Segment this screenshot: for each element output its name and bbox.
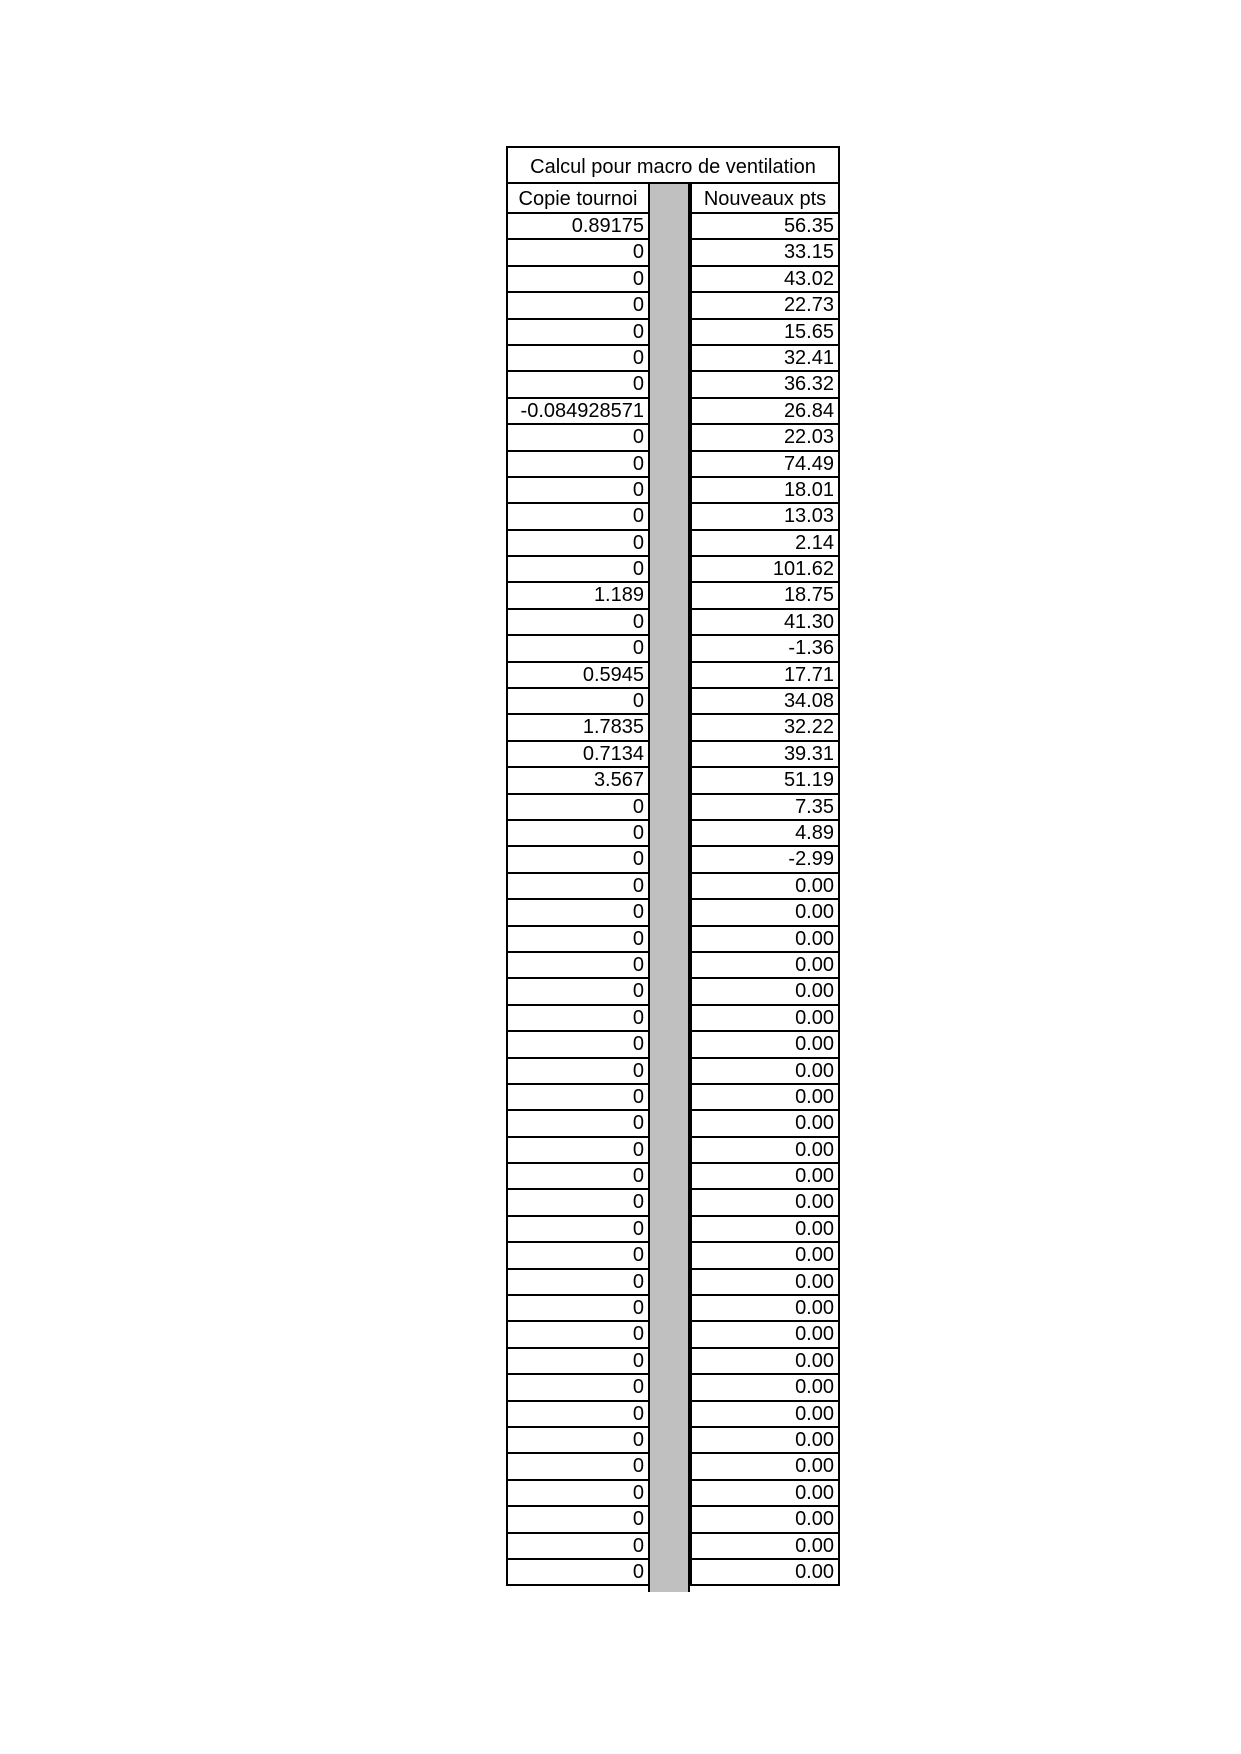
copie-tournoi-cell: 0 [506,1217,650,1243]
copie-tournoi-cell: 0 [506,372,650,398]
nouveaux-pts-cell: 2.14 [690,531,840,557]
nouveaux-pts-cell: 0.00 [690,1322,840,1348]
nouveaux-pts-cell: 7.35 [690,795,840,821]
nouveaux-pts-cell: 0.00 [690,1481,840,1507]
nouveaux-pts-cell: 0.00 [690,1190,840,1216]
copie-tournoi-cell: 3.567 [506,768,650,794]
copie-tournoi-cell: 0 [506,1138,650,1164]
copie-tournoi-cell: 0 [506,1534,650,1560]
copie-tournoi-cell: 0 [506,240,650,266]
nouveaux-pts-cell: 18.75 [690,583,840,609]
nouveaux-pts-cell: 0.00 [690,1138,840,1164]
nouveaux-pts-cell: 43.02 [690,267,840,293]
nouveaux-pts-cell: 0.00 [690,1217,840,1243]
nouveaux-pts-cell: 0.00 [690,927,840,953]
copie-tournoi-cell: 0 [506,267,650,293]
copie-tournoi-cell: 0 [506,874,650,900]
nouveaux-pts-cell: -1.36 [690,636,840,662]
nouveaux-pts-cell: 0.00 [690,1454,840,1480]
copie-tournoi-cell: -0.084928571 [506,399,650,425]
copie-tournoi-cell: 0 [506,504,650,530]
nouveaux-pts-cell: 0.00 [690,900,840,926]
copie-tournoi-cell: 0 [506,346,650,372]
nouveaux-pts-cell: 32.41 [690,346,840,372]
nouveaux-pts-cell: 0.00 [690,1032,840,1058]
copie-tournoi-cell: 0 [506,1402,650,1428]
nouveaux-pts-cell: 17.71 [690,663,840,689]
copie-tournoi-cell: 0 [506,320,650,346]
copie-tournoi-cell: 0 [506,795,650,821]
nouveaux-pts-cell: 41.30 [690,610,840,636]
copie-tournoi-cell: 0 [506,1111,650,1137]
copie-tournoi-cell: 0 [506,1375,650,1401]
nouveaux-pts-cell: 22.03 [690,425,840,451]
copie-tournoi-cell: 0 [506,293,650,319]
nouveaux-pts-cell: 0.00 [690,1111,840,1137]
nouveaux-pts-cell: 0.00 [690,874,840,900]
gray-separator-column [648,184,690,1592]
nouveaux-pts-cell: 0.00 [690,1534,840,1560]
nouveaux-pts-column [690,184,840,1586]
copie-tournoi-header: Copie tournoi [506,184,650,214]
copie-tournoi-cell: 0 [506,1481,650,1507]
copie-tournoi-cell: 0 [506,636,650,662]
nouveaux-pts-cell: 0.00 [690,1164,840,1190]
nouveaux-pts-cell: 0.00 [690,1006,840,1032]
copie-tournoi-cell: 0 [506,1243,650,1269]
copie-tournoi-cell: 0 [506,1322,650,1348]
copie-tournoi-cell: 0.7134 [506,742,650,768]
copie-tournoi-cell: 0 [506,531,650,557]
nouveaux-pts-cell: 0.00 [690,953,840,979]
nouveaux-pts-cell: 18.01 [690,478,840,504]
copie-tournoi-cell: 0 [506,953,650,979]
copie-tournoi-cell: 0 [506,1349,650,1375]
nouveaux-pts-cell: 74.49 [690,452,840,478]
nouveaux-pts-cell: 33.15 [690,240,840,266]
nouveaux-pts-cell: 0.00 [690,1243,840,1269]
nouveaux-pts-cell: -2.99 [690,847,840,873]
copie-tournoi-cell: 0 [506,1296,650,1322]
nouveaux-pts-cell: 0.00 [690,1375,840,1401]
copie-tournoi-cell: 0 [506,1085,650,1111]
nouveaux-pts-header: Nouveaux pts [690,184,840,214]
copie-tournoi-cell: 0 [506,1032,650,1058]
table-title: Calcul pour macro de ventilation [506,146,840,184]
copie-tournoi-cell: 0 [506,1006,650,1032]
copie-tournoi-cell: 0 [506,821,650,847]
copie-tournoi-cell: 0 [506,979,650,1005]
nouveaux-pts-cell: 51.19 [690,768,840,794]
nouveaux-pts-cell: 39.31 [690,742,840,768]
copie-tournoi-cell: 0 [506,1270,650,1296]
copie-tournoi-cell: 0 [506,900,650,926]
copie-tournoi-cell: 0.5945 [506,663,650,689]
copie-tournoi-cell: 0 [506,1428,650,1454]
nouveaux-pts-cell: 0.00 [690,1085,840,1111]
copie-tournoi-cell: 0.89175 [506,214,650,240]
nouveaux-pts-cell: 0.00 [690,1270,840,1296]
copie-tournoi-cell: 0 [506,557,650,583]
nouveaux-pts-cell: 0.00 [690,1296,840,1322]
nouveaux-pts-cell: 36.32 [690,372,840,398]
copie-tournoi-cell: 0 [506,1507,650,1533]
copie-tournoi-cell: 0 [506,452,650,478]
nouveaux-pts-cell: 34.08 [690,689,840,715]
nouveaux-pts-cell: 0.00 [690,1059,840,1085]
copie-tournoi-cell: 0 [506,425,650,451]
nouveaux-pts-cell: 0.00 [690,1428,840,1454]
copie-tournoi-cell: 0 [506,1059,650,1085]
nouveaux-pts-cell: 13.03 [690,504,840,530]
copie-tournoi-cell: 1.7835 [506,715,650,741]
nouveaux-pts-cell: 0.00 [690,1402,840,1428]
copie-tournoi-cell: 1.189 [506,583,650,609]
nouveaux-pts-cell: 32.22 [690,715,840,741]
copie-tournoi-cell: 0 [506,1454,650,1480]
copie-tournoi-cell: 0 [506,689,650,715]
nouveaux-pts-cell: 101.62 [690,557,840,583]
nouveaux-pts-cell: 22.73 [690,293,840,319]
nouveaux-pts-cell: 15.65 [690,320,840,346]
copie-tournoi-cell: 0 [506,847,650,873]
copie-tournoi-cell: 0 [506,478,650,504]
copie-tournoi-cell: 0 [506,610,650,636]
copie-tournoi-cell: 0 [506,1190,650,1216]
nouveaux-pts-cell: 56.35 [690,214,840,240]
nouveaux-pts-cell: 0.00 [690,1349,840,1375]
copie-tournoi-cell: 0 [506,927,650,953]
nouveaux-pts-cell: 4.89 [690,821,840,847]
copie-tournoi-column [506,184,650,1586]
nouveaux-pts-cell: 26.84 [690,399,840,425]
copie-tournoi-cell: 0 [506,1164,650,1190]
nouveaux-pts-cell: 0.00 [690,1560,840,1586]
copie-tournoi-cell: 0 [506,1560,650,1586]
nouveaux-pts-cell: 0.00 [690,1507,840,1533]
nouveaux-pts-cell: 0.00 [690,979,840,1005]
